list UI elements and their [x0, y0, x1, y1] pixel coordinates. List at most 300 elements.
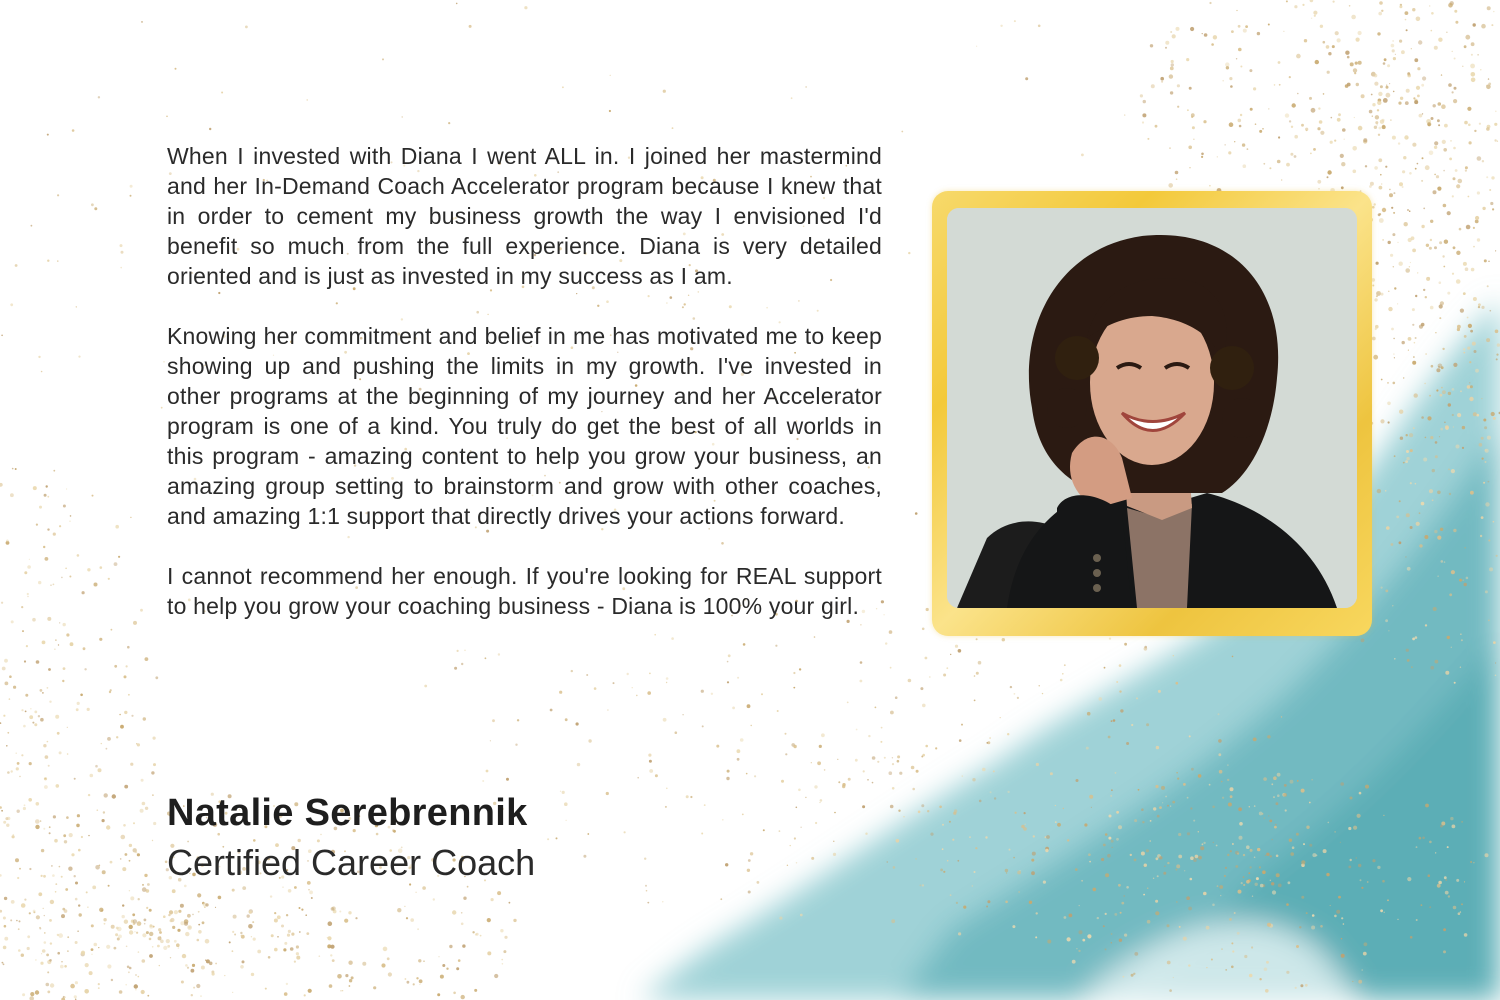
glitter-dot: [129, 844, 132, 847]
glitter-dot: [550, 709, 553, 712]
glitter-dot: [232, 992, 233, 993]
glitter-dot: [126, 665, 128, 667]
glitter-dot: [44, 915, 45, 916]
glitter-dot: [920, 885, 922, 887]
glitter-dot: [3, 821, 6, 824]
glitter-dot: [1067, 937, 1071, 941]
glitter-dot: [404, 906, 405, 907]
glitter-dot: [1422, 76, 1426, 80]
glitter-dot: [64, 996, 66, 998]
glitter-dot: [921, 804, 924, 807]
glitter-dot: [138, 898, 140, 900]
glitter-dot: [1440, 825, 1443, 828]
glitter-dot: [152, 840, 153, 841]
glitter-dot: [1173, 977, 1174, 978]
glitter-dot: [107, 737, 111, 741]
glitter-dot: [232, 950, 234, 952]
glitter-dot: [727, 661, 729, 663]
glitter-dot: [209, 128, 211, 130]
glitter-dot: [1429, 906, 1431, 908]
glitter-dot: [742, 814, 744, 816]
glitter-dot: [1029, 901, 1032, 904]
glitter-dot: [92, 495, 94, 497]
glitter-dot: [240, 932, 242, 934]
glitter-dot: [69, 576, 71, 578]
glitter-dot: [1126, 742, 1129, 745]
glitter-dot: [1487, 436, 1491, 440]
glitter-dot: [25, 711, 27, 713]
glitter-dot: [1201, 153, 1204, 156]
glitter-dot: [69, 521, 70, 522]
glitter-dot: [1338, 113, 1341, 116]
glitter-dot: [963, 906, 966, 909]
glitter-dot: [1213, 842, 1214, 843]
glitter-dot: [47, 496, 49, 498]
glitter-dot: [24, 804, 26, 806]
glitter-dot: [75, 882, 78, 885]
glitter-dot: [120, 725, 124, 729]
glitter-dot: [943, 674, 946, 677]
glitter-dot: [1277, 773, 1281, 777]
glitter-dot: [1419, 837, 1422, 840]
glitter-dot: [1464, 547, 1466, 549]
glitter-dot: [637, 777, 639, 779]
glitter-dot: [588, 739, 591, 742]
glitter-dot: [1410, 449, 1413, 452]
glitter-dot: [1477, 54, 1479, 56]
glitter-dot: [53, 584, 55, 586]
glitter-dot: [351, 976, 354, 979]
glitter-dot: [1227, 854, 1229, 856]
glitter-dot: [130, 896, 134, 900]
glitter-dot: [1415, 168, 1417, 170]
glitter-dot: [958, 649, 962, 653]
glitter-dot: [1361, 94, 1365, 98]
glitter-dot: [281, 925, 284, 928]
glitter-dot: [1304, 39, 1307, 42]
glitter-dot: [1444, 240, 1448, 244]
glitter-dot: [655, 774, 658, 777]
glitter-dot: [725, 863, 728, 866]
glitter-dot: [136, 743, 137, 744]
glitter-dot: [898, 810, 900, 812]
glitter-dot: [1033, 835, 1035, 837]
glitter-dot: [1382, 880, 1385, 883]
glitter-dot: [1463, 348, 1465, 350]
glitter-dot: [926, 608, 929, 611]
glitter-dot: [1306, 912, 1308, 914]
glitter-dot: [1361, 887, 1363, 889]
glitter-dot: [149, 925, 153, 929]
glitter-dot: [1218, 739, 1222, 743]
glitter-dot: [1046, 835, 1050, 839]
glitter-dot: [1391, 207, 1393, 209]
glitter-dot: [1452, 91, 1454, 93]
glitter-dot: [1189, 87, 1192, 90]
glitter-dot: [296, 945, 299, 948]
glitter-dot: [149, 909, 152, 912]
glitter-dot: [1494, 139, 1496, 141]
glitter-dot: [1392, 49, 1395, 52]
glitter-dot: [15, 468, 17, 470]
glitter-dot: [1369, 110, 1373, 114]
glitter-dot: [855, 759, 858, 762]
glitter-dot: [1407, 209, 1409, 211]
glitter-dot: [1289, 120, 1291, 122]
glitter-dot: [1190, 878, 1193, 881]
glitter-dot: [1123, 976, 1125, 978]
glitter-dot: [1388, 421, 1390, 423]
glitter-dot: [1290, 153, 1293, 156]
glitter-dot: [793, 745, 796, 748]
glitter-dot: [1384, 912, 1385, 913]
glitter-dot: [94, 583, 98, 587]
glitter-dot: [1144, 864, 1147, 867]
glitter-dot: [16, 920, 18, 922]
glitter-dot: [29, 868, 31, 870]
glitter-dot: [51, 865, 53, 867]
glitter-dot: [1278, 61, 1281, 64]
glitter-dot: [1434, 530, 1437, 533]
glitter-dot: [1327, 71, 1330, 74]
glitter-dot: [66, 633, 69, 636]
glitter-dot: [124, 920, 128, 924]
glitter-dot: [1495, 675, 1497, 677]
glitter-dot: [132, 913, 135, 916]
glitter-dot: [153, 763, 156, 766]
glitter-dot: [720, 898, 722, 900]
glitter-dot: [1372, 337, 1376, 341]
glitter-dot: [413, 983, 415, 985]
glitter-dot: [1306, 826, 1309, 829]
glitter-dot: [1312, 779, 1313, 780]
glitter-dot: [1271, 839, 1273, 841]
glitter-dot: [172, 889, 176, 893]
glitter-dot: [107, 964, 111, 968]
glitter-dot: [286, 983, 288, 985]
glitter-dot: [1193, 859, 1196, 862]
glitter-dot: [801, 827, 802, 828]
glitter-dot: [1437, 119, 1440, 122]
glitter-dot: [337, 974, 342, 979]
glitter-dot: [974, 675, 976, 677]
glitter-dot: [1374, 126, 1377, 129]
glitter-dot: [645, 885, 647, 887]
glitter-dot: [155, 676, 158, 679]
glitter-dot: [1429, 395, 1431, 397]
glitter-dot: [887, 861, 888, 862]
glitter-dot: [328, 921, 333, 926]
glitter-dot: [1259, 130, 1262, 133]
glitter-dot: [36, 524, 38, 526]
glitter-dot: [110, 861, 113, 864]
glitter-dot: [648, 754, 651, 757]
glitter-dot: [949, 821, 951, 823]
glitter-dot: [268, 956, 271, 959]
glitter-dot: [180, 921, 184, 925]
glitter-dot: [1228, 151, 1231, 154]
glitter-dot: [613, 682, 615, 684]
glitter-dot: [757, 881, 760, 884]
glitter-dot: [75, 941, 78, 944]
glitter-dot: [1047, 940, 1051, 944]
glitter-dot: [1416, 919, 1418, 921]
glitter-dot: [1232, 950, 1234, 952]
glitter-dot: [899, 772, 902, 775]
glitter-dot: [397, 908, 401, 912]
glitter-dot: [1344, 139, 1345, 140]
glitter-dot: [1415, 295, 1417, 297]
glitter-dot: [1111, 720, 1113, 722]
glitter-dot: [1469, 397, 1473, 401]
glitter-dot: [68, 867, 72, 871]
glitter-dot: [1496, 354, 1498, 356]
glitter-dot: [815, 822, 817, 824]
glitter-dot: [424, 685, 427, 688]
glitter-dot: [1140, 94, 1143, 97]
glitter-dot: [1443, 148, 1447, 152]
glitter-dot: [1296, 54, 1301, 59]
glitter-dot: [594, 687, 597, 690]
glitter-dot: [1403, 462, 1405, 464]
glitter-dot: [1419, 512, 1421, 514]
glitter-dot: [1240, 66, 1242, 68]
glitter-dot: [1343, 923, 1345, 925]
glitter-dot: [884, 757, 886, 759]
glitter-dot: [1460, 309, 1464, 313]
glitter-dot: [1406, 29, 1408, 31]
glitter-dot: [87, 708, 90, 711]
glitter-dot: [793, 672, 795, 674]
glitter-dot: [53, 533, 56, 536]
glitter-dot: [45, 778, 46, 779]
glitter-dot: [277, 936, 279, 938]
glitter-dot: [1416, 86, 1420, 90]
glitter-dot: [1467, 317, 1469, 319]
glitter-dot: [1290, 780, 1294, 784]
glitter-dot: [1163, 872, 1166, 875]
testimonial-paragraph-2: Knowing her commitment and belief in me has motivated me to keep showing up and pushing the limits in my growth. I've invested in other programs at the beginning of my journey and her Accelerator program is one of a kind. You truly do get the best of all worlds in this program - amazing content to help you grow your business, an amazing group setting to brainstorm and grow with other coaches, and amazing 1:1 support that directly drives your actions forward.: [167, 323, 882, 529]
glitter-dot: [1358, 980, 1362, 984]
glitter-dot: [2, 962, 4, 964]
glitter-dot: [1111, 789, 1113, 791]
glitter-dot: [1120, 912, 1122, 914]
glitter-dot: [50, 585, 51, 586]
glitter-dot: [1472, 342, 1476, 346]
glitter-dot: [1443, 950, 1446, 953]
glitter-dot: [1015, 812, 1017, 814]
glitter-dot: [102, 870, 106, 874]
glitter-dot: [41, 371, 43, 373]
glitter-dot: [89, 971, 93, 975]
glitter-dot: [1155, 900, 1158, 903]
glitter-dot: [206, 959, 210, 963]
glitter-dot: [1489, 189, 1491, 191]
glitter-dot: [1471, 268, 1475, 272]
glitter-dot: [1259, 866, 1261, 868]
glitter-dot: [53, 470, 55, 472]
glitter-dot: [796, 807, 798, 809]
glitter-dot: [1334, 915, 1337, 918]
glitter-dot: [1296, 833, 1299, 836]
glitter-dot: [1461, 821, 1463, 823]
glitter-dot: [42, 692, 44, 694]
glitter-dot: [1393, 353, 1394, 354]
glitter-dot: [1238, 119, 1242, 123]
glitter-dot: [185, 932, 189, 936]
glitter-dot: [1225, 867, 1227, 869]
glitter-dot: [805, 797, 806, 798]
glitter-dot: [1147, 920, 1151, 924]
glitter-dot: [915, 858, 917, 860]
glitter-dot: [1399, 262, 1403, 266]
glitter-dot: [1485, 449, 1487, 451]
glitter-dot: [1257, 32, 1260, 35]
glitter-dot: [1018, 891, 1019, 892]
glitter-dot: [1012, 925, 1015, 928]
glitter-dot: [1437, 884, 1441, 888]
glitter-dot: [1426, 277, 1430, 281]
glitter-dot: [410, 918, 414, 922]
glitter-dot: [462, 944, 465, 947]
glitter-dot: [487, 918, 491, 922]
glitter-dot: [819, 802, 820, 803]
glitter-dot: [1372, 285, 1374, 287]
glitter-dot: [1442, 390, 1446, 394]
glitter-dot: [62, 623, 65, 626]
glitter-dot: [110, 689, 112, 691]
glitter-dot: [147, 883, 150, 886]
glitter-dot: [28, 798, 32, 802]
glitter-dot: [1392, 605, 1393, 606]
glitter-dot: [787, 865, 788, 866]
glitter-dot: [1031, 871, 1035, 875]
glitter-dot: [74, 875, 76, 877]
glitter-dot: [1354, 117, 1355, 118]
glitter-dot: [1447, 211, 1451, 215]
glitter-dot: [175, 68, 177, 70]
glitter-dot: [1448, 3, 1453, 8]
glitter-dot: [740, 738, 744, 742]
glitter-dot: [133, 822, 135, 824]
glitter-dot: [1088, 853, 1091, 856]
glitter-dot: [453, 992, 456, 995]
glitter-dot: [240, 965, 244, 969]
glitter-dot: [16, 753, 17, 754]
glitter-dot: [1485, 590, 1488, 593]
glitter-dot: [587, 833, 589, 835]
glitter-dot: [1492, 208, 1494, 210]
glitter-dot: [1007, 733, 1009, 735]
glitter-dot: [1495, 111, 1497, 113]
glitter-dot: [863, 770, 865, 772]
glitter-dot: [1421, 84, 1424, 87]
glitter-dot: [889, 771, 893, 775]
glitter-dot: [1375, 115, 1379, 119]
glitter-dot: [146, 907, 148, 909]
glitter-dot: [1156, 746, 1159, 749]
glitter-dot: [1495, 662, 1496, 663]
glitter-dot: [1439, 317, 1441, 319]
glitter-dot: [43, 546, 45, 548]
glitter-dot: [1288, 881, 1291, 884]
glitter-dot: [959, 739, 962, 742]
glitter-dot: [1176, 869, 1178, 871]
glitter-dot: [986, 742, 988, 744]
glitter-dot: [116, 927, 119, 930]
glitter-dot: [41, 849, 44, 852]
glitter-dot: [1406, 457, 1409, 460]
glitter-dot: [64, 840, 67, 843]
glitter-dot: [1187, 797, 1189, 799]
glitter-dot: [1471, 72, 1476, 77]
glitter-dot: [847, 702, 849, 704]
glitter-dot: [1435, 660, 1439, 664]
glitter-dot: [307, 99, 308, 100]
glitter-dot: [177, 929, 180, 932]
glitter-dot: [1186, 896, 1190, 900]
glitter-dot: [1380, 419, 1384, 423]
glitter-dot: [1079, 905, 1080, 906]
glitter-dot: [1283, 31, 1284, 32]
glitter-dot: [890, 805, 894, 809]
glitter-dot: [29, 559, 30, 560]
glitter-dot: [224, 975, 225, 976]
glitter-dot: [1437, 536, 1441, 540]
glitter-dot: [662, 901, 663, 902]
glitter-dot: [1183, 937, 1187, 941]
glitter-dot: [215, 963, 217, 965]
glitter-dot: [892, 787, 895, 790]
glitter-dot: [311, 897, 313, 899]
glitter-dot: [149, 954, 153, 958]
glitter-dot: [78, 356, 80, 358]
glitter-dot: [1405, 11, 1409, 15]
glitter-dot: [1452, 825, 1456, 829]
glitter-dot: [1402, 170, 1405, 173]
glitter-dot: [1421, 180, 1423, 182]
glitter-dot: [1238, 890, 1242, 894]
glitter-dot: [1359, 792, 1362, 795]
glitter-dot: [868, 735, 870, 737]
glitter-dot: [70, 984, 75, 989]
glitter-dot: [1351, 15, 1356, 20]
glitter-dot: [1204, 33, 1208, 37]
glitter-dot: [665, 806, 667, 808]
glitter-dot: [33, 910, 36, 913]
glitter-dot: [1411, 666, 1413, 668]
glitter-dot: [1471, 78, 1476, 83]
glitter-dot: [56, 784, 60, 788]
glitter-dot: [1478, 306, 1480, 308]
glitter-dot: [1363, 952, 1367, 956]
glitter-dot: [52, 874, 55, 877]
glitter-dot: [319, 955, 321, 957]
glitter-dot: [1134, 819, 1137, 822]
glitter-dot: [1392, 40, 1393, 41]
glitter-dot: [193, 987, 195, 989]
glitter-dot: [1024, 812, 1026, 814]
glitter-dot: [1367, 881, 1369, 883]
glitter-dot: [547, 838, 549, 840]
glitter-dot: [86, 891, 88, 893]
glitter-dot: [1266, 853, 1269, 856]
glitter-dot: [976, 46, 977, 47]
glitter-dot: [1226, 66, 1229, 69]
glitter-dot: [1399, 5, 1402, 8]
glitter-dot: [38, 892, 42, 896]
glitter-dot: [838, 781, 840, 783]
